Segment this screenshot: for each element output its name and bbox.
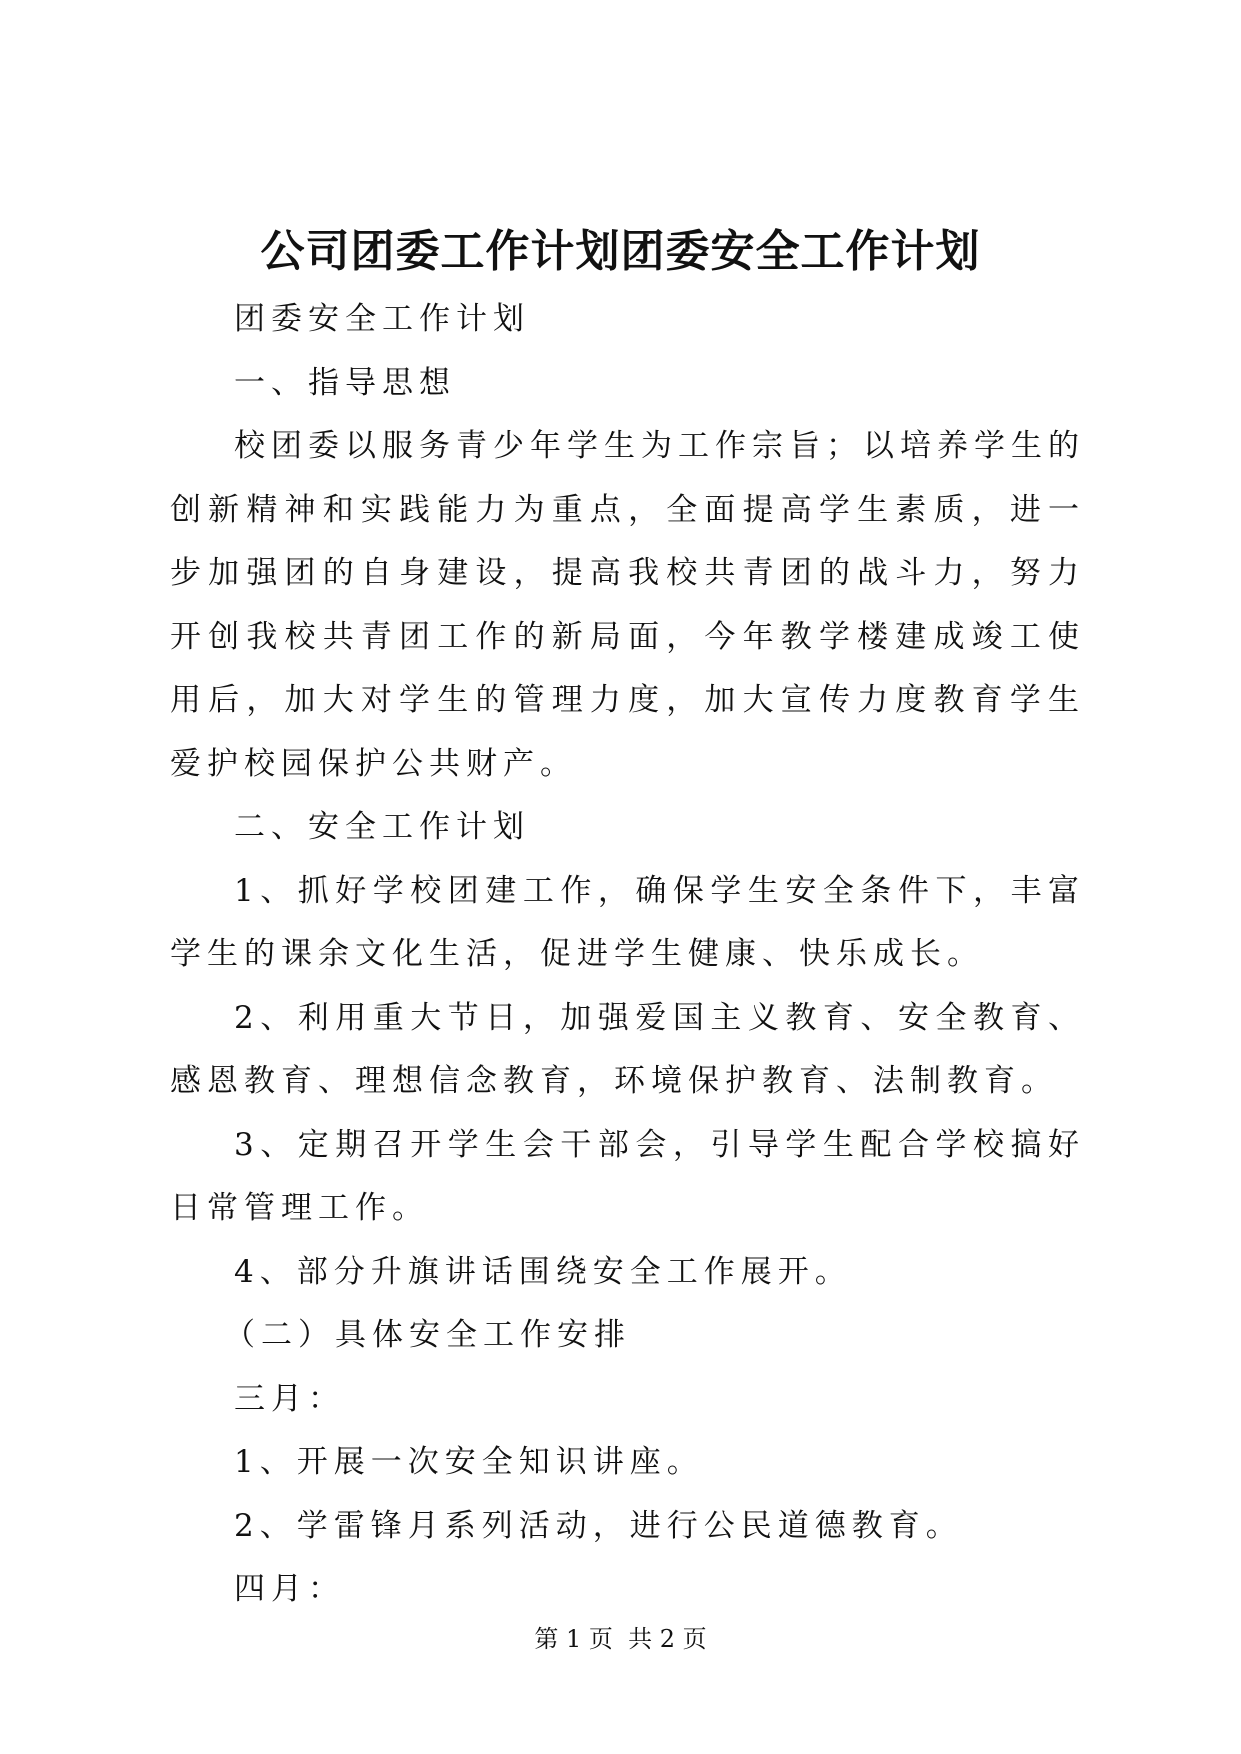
paragraph-march-item-1: 1、开展一次安全知识讲座。: [234, 1444, 704, 1480]
paragraph-heading-guiding-ideology: 一、指导思想: [234, 364, 456, 401]
page-number-label: 第 1 页 共 2 页: [534, 1625, 707, 1653]
paragraph-heading-arrangement: （二）具体安全工作安排: [224, 1317, 631, 1353]
paragraph-item-1: 1、抓好学校团建工作，确保学生安全条件下，丰富学生的课余文化生活，促进学生健康、快乐成长。: [170, 872, 1085, 972]
document-title: 公司团委工作计划团委安全工作计划: [260, 226, 981, 277]
paragraph-subtitle: 团委安全工作计划: [234, 301, 530, 337]
paragraph-guiding-ideology-body: 校团委以服务青少年学生为工作宗旨；以培养学生的创新精神和实践能力为重点，全面提高学生素质，进一步加强团的自身建设，提高我校共青团的战斗力，努力开创我校共青团工作的新局面，今年教学楼建成竣工使用后，加大对学生的管理力度，加大宣传力度教育学生爱护校园保护公共财产。: [170, 428, 1085, 782]
document-body: [170, 288, 1085, 1622]
paragraph-month-april: 四月：: [234, 1571, 345, 1607]
page-footer: [0, 1624, 1241, 1654]
paragraph-item-2: 2、利用重大节日，加强爱国主义教育、安全教育、感恩教育、理想信念教育，环境保护教育、法制教育。: [170, 999, 1085, 1099]
paragraph-item-4: 4、部分升旗讲话围绕安全工作展开。: [234, 1253, 852, 1290]
paragraph-month-march: 三月：: [234, 1380, 345, 1417]
paragraph-item-3: 3、定期召开学生会干部会，引导学生配合学校搞好日常管理工作。: [170, 1126, 1085, 1226]
paragraph-heading-safety-plan: 二、安全工作计划: [234, 809, 530, 845]
paragraph-march-item-2: 2、学雷锋月系列活动，进行公民道德教育。: [234, 1507, 963, 1544]
